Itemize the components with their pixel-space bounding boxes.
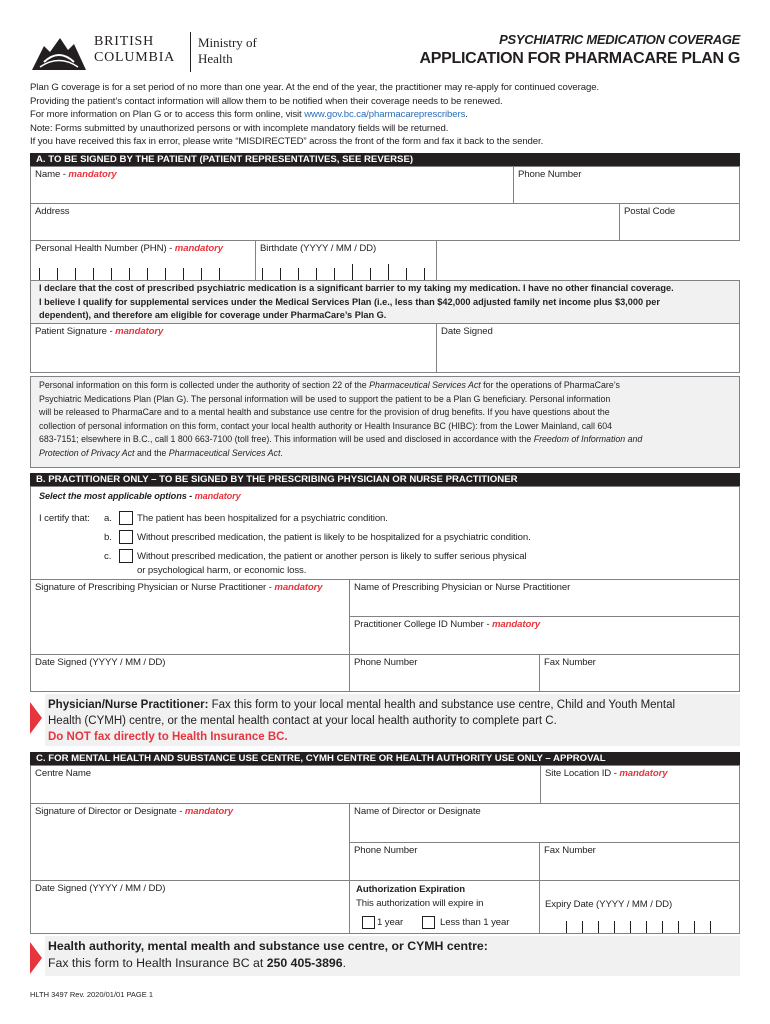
address-label: Address bbox=[35, 206, 70, 217]
declaration-line: I believe I qualify for supplemental services under the Medical Services Plan (i.e., less than $42,000 adjusted family net income plus $3,000 per bbox=[39, 296, 660, 307]
logo-health: Health bbox=[198, 51, 233, 66]
pharmacare-link[interactable]: www.gov.bc.ca/pharmacareprescribers bbox=[304, 109, 466, 121]
less-than-year-checkbox[interactable] bbox=[422, 916, 435, 929]
patient-signature-label: Patient Signature - mandatory bbox=[35, 326, 164, 337]
practitioner-date-label: Date Signed (YYYY / MM / DD) bbox=[35, 657, 166, 668]
date-signed-label: Date Signed bbox=[441, 326, 493, 337]
option-c-text-cont: or psychological harm, or economic loss. bbox=[137, 565, 307, 576]
declaration-line: I declare that the cost of prescribed psychiatric medication is a significant barrier to my taking my medication. I have no other financial coverage. bbox=[39, 283, 674, 293]
practitioner-date-signed-field[interactable] bbox=[30, 654, 350, 692]
college-id-label: Practitioner College ID Number - mandatory bbox=[354, 619, 541, 630]
director-phone-label: Phone Number bbox=[354, 845, 418, 856]
birthdate-field[interactable] bbox=[255, 240, 437, 281]
auth-exp-text: This authorization will expire in bbox=[356, 898, 484, 909]
director-name-field[interactable] bbox=[349, 803, 740, 843]
phn-label: Personal Health Number (PHN) - mandatory bbox=[35, 243, 223, 254]
patient-date-signed-field[interactable] bbox=[436, 323, 740, 373]
certify-label: I certify that: bbox=[39, 513, 90, 524]
practitioner-options bbox=[30, 486, 740, 580]
intro-line: Providing the patient’s contact information will allow them to be notified when their coverage needs to be renewed. bbox=[30, 95, 503, 107]
arrow-icon bbox=[30, 942, 42, 974]
site-location-field[interactable] bbox=[540, 765, 740, 804]
option-b-letter: b. bbox=[104, 532, 112, 543]
site-location-label: Site Location ID - mandatory bbox=[545, 768, 668, 779]
centre-name-label: Centre Name bbox=[35, 768, 91, 779]
phn-field[interactable] bbox=[30, 240, 256, 281]
director-phone-field[interactable] bbox=[349, 842, 540, 881]
intro-line: Note: Forms submitted by unauthorized persons or with incomplete mandatory fields will be returned. bbox=[30, 122, 449, 134]
declaration-line: dependent), and therefore am eligible for coverage under PharmaCare’s Plan G. bbox=[39, 310, 387, 321]
practitioner-fax-notice: Physician/Nurse Practitioner: Fax this form to your local mental health and substance use centre, Child and Youth Mental Health (CYMH) centre, or the mental health contact at your local health authority to complete part C. Do NOT fax directly to Health Insurance BC. bbox=[45, 694, 740, 746]
director-fax-label: Fax Number bbox=[544, 845, 596, 856]
patient-name-field[interactable] bbox=[30, 166, 514, 204]
one-year-label: 1 year bbox=[377, 917, 404, 928]
option-c-text: Without prescribed medication, the patient or another person is likely to suffer serious physical bbox=[137, 551, 527, 562]
director-date-label: Date Signed (YYYY / MM / DD) bbox=[35, 883, 166, 894]
director-signature-label: Signature of Director or Designate - mandatory bbox=[35, 806, 234, 817]
practitioner-phone-label: Phone Number bbox=[354, 657, 418, 668]
less-than-year-label: Less than 1 year bbox=[440, 917, 510, 928]
logo-british: BRITISH bbox=[94, 34, 155, 49]
logo-columbia: COLUMBIA bbox=[94, 50, 176, 65]
practitioner-fax-label: Fax Number bbox=[544, 657, 596, 668]
option-b-text: Without prescribed medication, the patient is likely to be hospitalized for a psychiatric condition. bbox=[137, 532, 531, 543]
intro-line: For more information on Plan G or to access this form online, visit www.gov.bc.ca/pharmacareprescribers. bbox=[30, 109, 468, 121]
option-c-checkbox[interactable] bbox=[119, 549, 133, 563]
option-a-checkbox[interactable] bbox=[119, 511, 133, 525]
logo-ministry: Ministry of bbox=[198, 35, 257, 50]
option-a-letter: a. bbox=[104, 513, 112, 524]
birthdate-label: Birthdate (YYYY / MM / DD) bbox=[260, 243, 377, 254]
director-name-label: Name of Director or Designate bbox=[354, 806, 481, 817]
patient-address-field[interactable] bbox=[30, 203, 620, 241]
privacy-notice: Personal information on this form is collected under the authority of section 22 of the Pharmaceutical Services Act for the operations of PharmaCare’s Psychiatric Medications Plan (Plan G). The personal information will be used to support the patient to be a Plan G beneficiary. Personal information will be released to PharmaCare and to a mental health and substance use centre for the provision of drug benefits. If you have questions about the collection of personal information on this form, contact your local health authority or Health Insurance BC (HIBC): from the Lower Mainland, call 604 683-7151; elsewhere in B.C., call 1 800 663-7100 (toll free). This information will be used and disclosed in accordance with the Freedom of Information and Protection of Privacy Act and the Pharmaceutical Services Act. bbox=[30, 376, 740, 468]
patient-phone-label: Phone Number bbox=[518, 169, 582, 180]
practitioner-signature-label: Signature of Prescribing Physician or Nurse Practitioner - mandatory bbox=[35, 582, 323, 593]
one-year-checkbox[interactable] bbox=[362, 916, 375, 929]
practitioner-name-field[interactable] bbox=[349, 579, 740, 617]
patient-signature-field[interactable] bbox=[30, 323, 437, 373]
practitioner-fax-field[interactable] bbox=[539, 654, 740, 692]
intro-text bbox=[30, 81, 750, 149]
expiry-date-field[interactable] bbox=[539, 880, 740, 934]
director-date-signed-field[interactable] bbox=[30, 880, 350, 934]
option-b-checkbox[interactable] bbox=[119, 530, 133, 544]
birthdate-ticks bbox=[262, 268, 432, 280]
form-footer: HLTH 3497 Rev. 2020/01/01 PAGE 1 bbox=[30, 990, 153, 999]
postal-code-field[interactable] bbox=[619, 203, 740, 241]
option-c-letter: c. bbox=[104, 551, 112, 562]
practitioner-name-label: Name of Prescribing Physician or Nurse Practitioner bbox=[354, 582, 571, 593]
practitioner-phone-field[interactable] bbox=[349, 654, 540, 692]
select-options-label: Select the most applicable options - mandatory bbox=[39, 491, 241, 501]
option-a-text: The patient has been hospitalized for a psychiatric condition. bbox=[137, 513, 388, 524]
bc-sun-icon bbox=[30, 32, 88, 72]
authorization-expiration bbox=[349, 880, 540, 934]
hibc-fax-notice: Health authority, mental mealth and substance use centre, or CYMH centre: Fax this form to Health Insurance BC at 250 405-3896. bbox=[45, 936, 740, 976]
expiry-date-ticks bbox=[566, 921, 736, 933]
intro-line: Plan G coverage is for a set period of no more than one year. At the end of the year, the practitioner may re-apply for continued coverage. bbox=[30, 82, 599, 93]
phn-digit-ticks bbox=[39, 268, 239, 280]
director-signature-field[interactable] bbox=[30, 803, 350, 881]
patient-phone-field[interactable] bbox=[513, 166, 740, 204]
postal-label: Postal Code bbox=[624, 206, 676, 217]
practitioner-signature-field[interactable] bbox=[30, 579, 350, 655]
centre-name-field[interactable] bbox=[30, 765, 541, 804]
logo-divider bbox=[190, 32, 191, 72]
director-fax-field[interactable] bbox=[539, 842, 740, 881]
bc-logo bbox=[30, 30, 270, 74]
section-b-header: B. PRACTITIONER ONLY – TO BE SIGNED BY THE PRESCRIBING PHYSICIAN OR NURSE PRACTITIONER bbox=[30, 473, 740, 486]
intro-line: If you have received this fax in error, please write “MISDIRECTED” across the front of the form and fax it back to the sender. bbox=[30, 136, 544, 148]
section-a-header: A. TO BE SIGNED BY THE PATIENT (PATIENT REPRESENTATIVES, SEE REVERSE) bbox=[30, 153, 740, 166]
form-title: APPLICATION FOR PHARMACARE PLAN G bbox=[419, 50, 740, 67]
auth-exp-heading: Authorization Expiration bbox=[356, 884, 465, 895]
form-supertitle: PSYCHIATRIC MEDICATION COVERAGE bbox=[499, 32, 740, 47]
patient-name-label: Name - mandatory bbox=[35, 169, 117, 180]
section-c-header: C. FOR MENTAL HEALTH AND SUBSTANCE USE CENTRE, CYMH CENTRE OR HEALTH AUTHORITY USE ONLY – APPROVAL bbox=[30, 752, 740, 765]
expiry-date-label: Expiry Date (YYYY / MM / DD) bbox=[545, 899, 673, 910]
college-id-field[interactable] bbox=[349, 616, 740, 655]
patient-declaration bbox=[30, 280, 740, 324]
arrow-icon bbox=[30, 702, 42, 734]
